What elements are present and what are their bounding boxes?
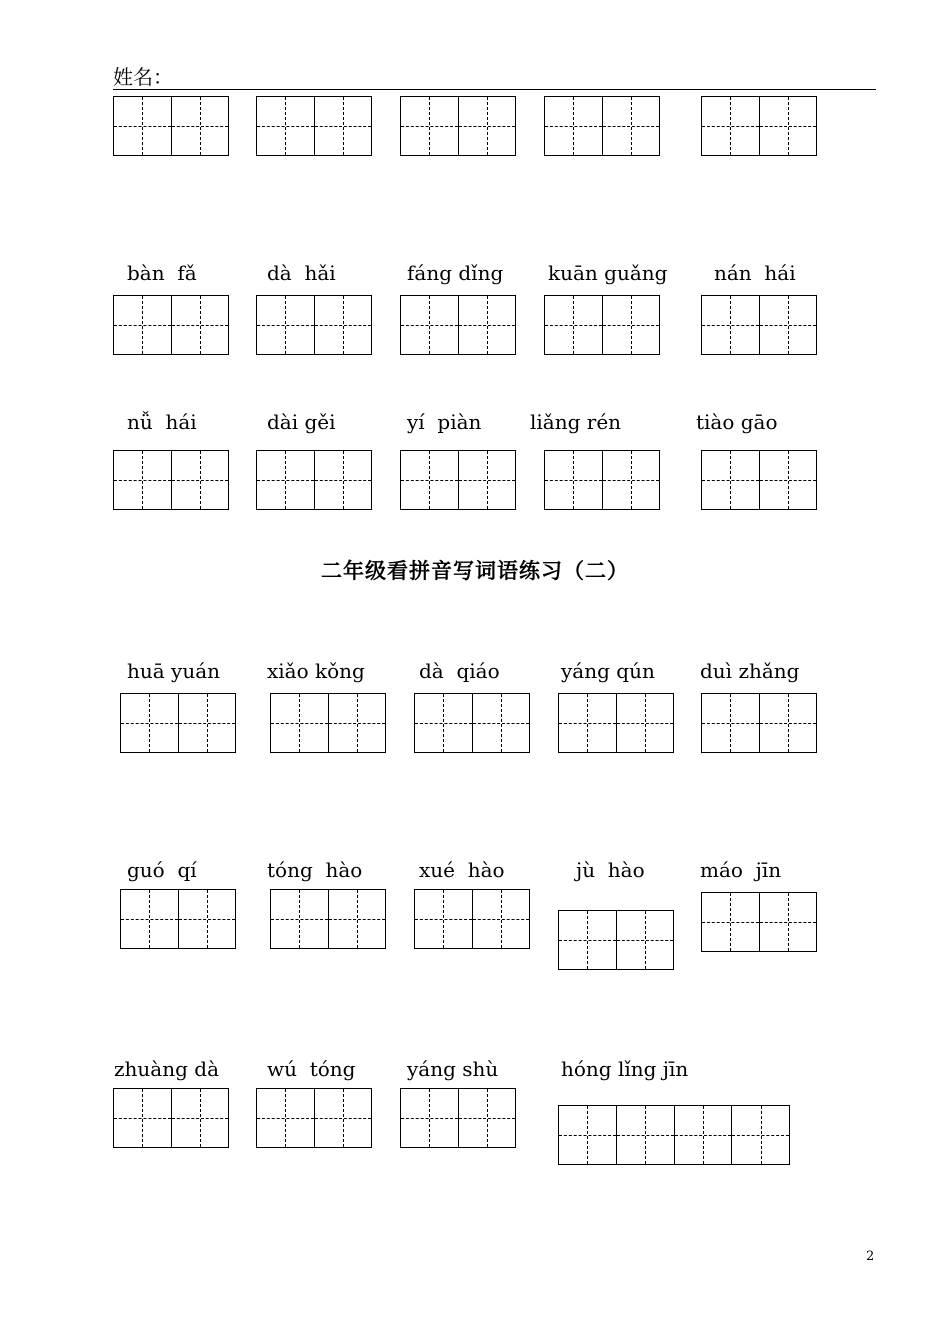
tianzige-cell[interactable] (314, 1089, 372, 1147)
writing-grid[interactable] (256, 1088, 372, 1148)
tianzige-cell[interactable] (314, 451, 372, 509)
writing-grid[interactable] (701, 892, 817, 952)
tianzige-cell[interactable] (616, 911, 674, 969)
tianzige-cell[interactable] (171, 296, 229, 354)
writing-grid[interactable] (113, 450, 229, 510)
tianzige-cell[interactable] (759, 97, 817, 155)
tianzige-cell[interactable] (114, 1089, 171, 1147)
tianzige-cell[interactable] (328, 890, 386, 948)
writing-grid[interactable] (701, 693, 817, 753)
pinyin-label: hóng lǐng jīn (561, 1057, 689, 1081)
pinyin-label: zhuàng dà (114, 1057, 219, 1081)
pinyin-label: yí piàn (407, 410, 482, 434)
page-title: 二年级看拼音写词语练习（二） (321, 559, 629, 583)
pinyin-label: tóng hào (267, 858, 363, 882)
writing-grid[interactable] (701, 450, 817, 510)
writing-grid[interactable] (544, 295, 660, 355)
writing-grid[interactable] (701, 295, 817, 355)
tianzige-cell[interactable] (314, 296, 372, 354)
tianzige-cell[interactable] (171, 1089, 229, 1147)
tianzige-cell[interactable] (257, 1089, 314, 1147)
tianzige-cell[interactable] (702, 694, 759, 752)
writing-grid[interactable] (120, 693, 236, 753)
pinyin-label: dà qiáo (419, 659, 500, 683)
tianzige-cell[interactable] (458, 1089, 516, 1147)
writing-grid[interactable] (113, 1088, 229, 1148)
tianzige-cell[interactable] (731, 1106, 789, 1164)
page-number: 2 (866, 1249, 875, 1264)
tianzige-cell[interactable] (114, 296, 171, 354)
tianzige-cell[interactable] (271, 890, 328, 948)
tianzige-cell[interactable] (702, 451, 759, 509)
tianzige-cell[interactable] (702, 296, 759, 354)
writing-grid[interactable] (414, 693, 530, 753)
tianzige-cell[interactable] (401, 451, 458, 509)
pinyin-label: wú tóng (267, 1057, 356, 1081)
pinyin-label: kuān guǎng (548, 261, 668, 285)
tianzige-cell[interactable] (257, 451, 314, 509)
writing-grid[interactable] (558, 1105, 790, 1165)
pinyin-label: xiǎo kǒng (267, 659, 365, 683)
tianzige-cell[interactable] (702, 97, 759, 155)
writing-grid[interactable] (270, 693, 386, 753)
tianzige-cell[interactable] (559, 694, 616, 752)
pinyin-label: duì zhǎng (700, 659, 800, 683)
writing-grid[interactable] (113, 96, 229, 156)
writing-grid[interactable] (256, 96, 372, 156)
tianzige-cell[interactable] (545, 296, 602, 354)
tianzige-cell[interactable] (616, 1106, 674, 1164)
pinyin-label: nán hái (714, 261, 796, 285)
pinyin-label: xué hào (419, 858, 505, 882)
writing-grid[interactable] (400, 1088, 516, 1148)
pinyin-label: nǚ hái (127, 410, 197, 434)
pinyin-label: jù hào (576, 858, 645, 882)
pinyin-label: máo jīn (700, 858, 782, 882)
tianzige-cell[interactable] (121, 694, 178, 752)
tianzige-cell[interactable] (121, 890, 178, 948)
tianzige-cell[interactable] (401, 97, 458, 155)
tianzige-cell[interactable] (178, 694, 236, 752)
tianzige-cell[interactable] (458, 451, 516, 509)
tianzige-cell[interactable] (178, 890, 236, 948)
pinyin-label: dà hǎi (267, 261, 336, 285)
tianzige-cell[interactable] (271, 694, 328, 752)
writing-grid[interactable] (544, 450, 660, 510)
tianzige-cell[interactable] (559, 911, 616, 969)
tianzige-cell[interactable] (328, 694, 386, 752)
pinyin-label: dài gěi (267, 410, 336, 434)
tianzige-cell[interactable] (472, 694, 530, 752)
name-label: 姓名： (113, 65, 173, 89)
tianzige-cell[interactable] (602, 296, 660, 354)
header-rule (113, 89, 876, 90)
tianzige-cell[interactable] (616, 694, 674, 752)
tianzige-cell[interactable] (602, 451, 660, 509)
tianzige-cell[interactable] (759, 451, 817, 509)
tianzige-cell[interactable] (257, 296, 314, 354)
pinyin-label: tiào gāo (696, 410, 778, 434)
tianzige-cell[interactable] (114, 451, 171, 509)
pinyin-label: liǎng rén (530, 410, 622, 434)
pinyin-label: guó qí (127, 858, 197, 882)
writing-grid[interactable] (256, 295, 372, 355)
tianzige-cell[interactable] (257, 97, 314, 155)
tianzige-cell[interactable] (458, 296, 516, 354)
writing-grid[interactable] (701, 96, 817, 156)
tianzige-cell[interactable] (559, 1106, 616, 1164)
tianzige-cell[interactable] (545, 451, 602, 509)
writing-grid[interactable] (400, 96, 516, 156)
tianzige-cell[interactable] (602, 97, 660, 155)
tianzige-cell[interactable] (401, 1089, 458, 1147)
pinyin-label: huā yuán (127, 659, 221, 683)
pinyin-label: fáng dǐng (407, 261, 504, 285)
tianzige-cell[interactable] (415, 694, 472, 752)
pinyin-label: yáng qún (561, 659, 655, 683)
writing-grid[interactable] (113, 295, 229, 355)
writing-grid[interactable] (400, 450, 516, 510)
writing-grid[interactable] (558, 693, 674, 753)
tianzige-cell[interactable] (702, 893, 759, 951)
writing-grid[interactable] (558, 910, 674, 970)
writing-grid[interactable] (414, 889, 530, 949)
tianzige-cell[interactable] (401, 296, 458, 354)
writing-grid[interactable] (256, 450, 372, 510)
tianzige-cell[interactable] (171, 97, 229, 155)
tianzige-cell[interactable] (114, 97, 171, 155)
tianzige-cell[interactable] (759, 893, 817, 951)
tianzige-cell[interactable] (759, 694, 817, 752)
tianzige-cell[interactable] (415, 890, 472, 948)
writing-grid[interactable] (120, 889, 236, 949)
tianzige-cell[interactable] (472, 890, 530, 948)
tianzige-cell[interactable] (458, 97, 516, 155)
tianzige-cell[interactable] (759, 296, 817, 354)
tianzige-cell[interactable] (171, 451, 229, 509)
tianzige-cell[interactable] (674, 1106, 732, 1164)
writing-grid[interactable] (270, 889, 386, 949)
pinyin-label: yáng shù (407, 1057, 499, 1081)
writing-grid[interactable] (400, 295, 516, 355)
tianzige-cell[interactable] (314, 97, 372, 155)
tianzige-cell[interactable] (545, 97, 602, 155)
pinyin-label: bàn fǎ (127, 261, 197, 285)
writing-grid[interactable] (544, 96, 660, 156)
